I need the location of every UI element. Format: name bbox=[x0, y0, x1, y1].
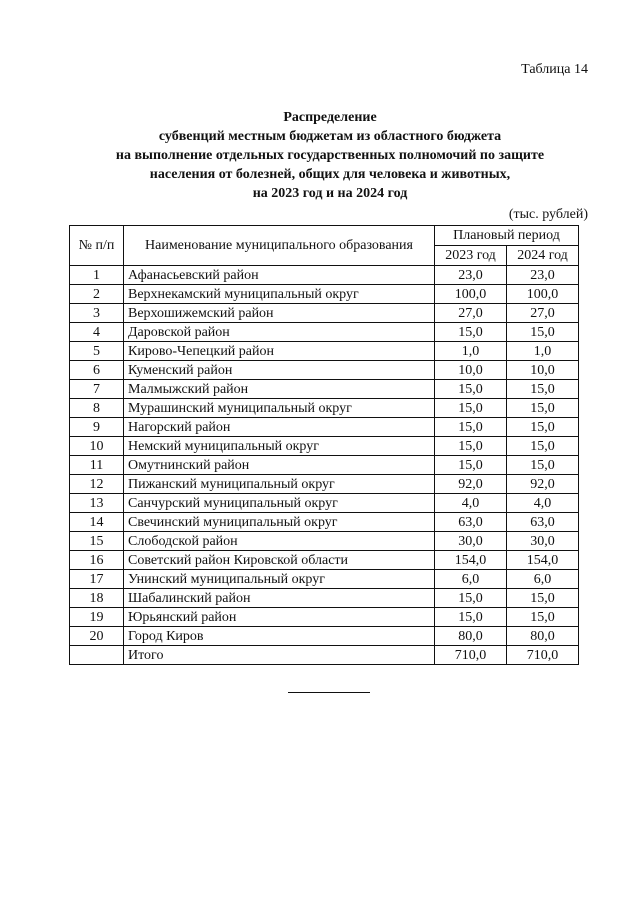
value-2023: 10,0 bbox=[435, 361, 507, 380]
row-number: 16 bbox=[70, 551, 124, 570]
row-number: 1 bbox=[70, 266, 124, 285]
municipality-name: Нагорский район bbox=[124, 418, 435, 437]
table-row bbox=[70, 361, 579, 380]
row-number: 11 bbox=[70, 456, 124, 475]
title-line-1: Распределение bbox=[283, 110, 377, 125]
municipality-name: Город Киров bbox=[124, 627, 435, 646]
table-row bbox=[70, 627, 579, 646]
value-2023: 15,0 bbox=[435, 437, 507, 456]
value-2023: 15,0 bbox=[435, 380, 507, 399]
value-2023: 92,0 bbox=[435, 475, 507, 494]
header-planning-period: Плановый период bbox=[435, 226, 579, 246]
value-2023: 100,0 bbox=[435, 285, 507, 304]
value-2024: 23,0 bbox=[507, 266, 579, 285]
municipality-name: Немский муниципальный округ bbox=[124, 437, 435, 456]
row-number: 18 bbox=[70, 589, 124, 608]
row-number: 3 bbox=[70, 304, 124, 323]
table-row bbox=[70, 285, 579, 304]
closing-rule bbox=[288, 692, 370, 693]
value-2024: 30,0 bbox=[507, 532, 579, 551]
table-row bbox=[70, 551, 579, 570]
table-row bbox=[70, 380, 579, 399]
value-2024: 15,0 bbox=[507, 608, 579, 627]
value-2023: 15,0 bbox=[435, 589, 507, 608]
value-2024: 10,0 bbox=[507, 361, 579, 380]
value-2024: 15,0 bbox=[507, 437, 579, 456]
title-line-3: на выполнение отдельных государственных полномочий по защите bbox=[115, 148, 545, 163]
value-2023: 1,0 bbox=[435, 342, 507, 361]
value-2023: 27,0 bbox=[435, 304, 507, 323]
table-row bbox=[70, 589, 579, 608]
value-2023: 30,0 bbox=[435, 532, 507, 551]
header-number: № п/п bbox=[70, 226, 124, 266]
value-2024: 100,0 bbox=[507, 285, 579, 304]
value-2023: 15,0 bbox=[435, 608, 507, 627]
row-number: 14 bbox=[70, 513, 124, 532]
value-2024: 1,0 bbox=[507, 342, 579, 361]
row-number: 13 bbox=[70, 494, 124, 513]
value-2024: 15,0 bbox=[507, 399, 579, 418]
municipality-name: Шабалинский район bbox=[124, 589, 435, 608]
municipality-name: Слободской район bbox=[124, 532, 435, 551]
table-row bbox=[70, 570, 579, 589]
title-line-2: субвенций местным бюджетам из областного бюджета bbox=[158, 129, 502, 144]
row-number: 9 bbox=[70, 418, 124, 437]
municipality-name: Унинский муниципальный округ bbox=[124, 570, 435, 589]
municipality-name: Пижанский муниципальный округ bbox=[124, 475, 435, 494]
value-2024: 27,0 bbox=[507, 304, 579, 323]
header-row-1 bbox=[70, 226, 579, 246]
value-2024: 15,0 bbox=[507, 380, 579, 399]
table-number: Таблица 14 bbox=[521, 62, 588, 77]
subventions-table bbox=[69, 225, 579, 665]
table-row bbox=[70, 456, 579, 475]
header-year-2023: 2023 год bbox=[435, 246, 507, 266]
value-2024: 710,0 bbox=[507, 646, 579, 665]
row-number: 19 bbox=[70, 608, 124, 627]
document-title bbox=[60, 108, 600, 203]
municipality-name: Верхошижемский район bbox=[124, 304, 435, 323]
municipality-name: Свечинский муниципальный округ bbox=[124, 513, 435, 532]
table-body bbox=[70, 266, 579, 665]
value-2024: 154,0 bbox=[507, 551, 579, 570]
row-number: 17 bbox=[70, 570, 124, 589]
value-2023: 6,0 bbox=[435, 570, 507, 589]
municipality-name: Омутнинский район bbox=[124, 456, 435, 475]
value-2023: 15,0 bbox=[435, 418, 507, 437]
row-number: 7 bbox=[70, 380, 124, 399]
table-row bbox=[70, 494, 579, 513]
header-year-2024: 2024 год bbox=[507, 246, 579, 266]
municipality-name: Советский район Кировской области bbox=[124, 551, 435, 570]
municipality-name: Мурашинский муниципальный округ bbox=[124, 399, 435, 418]
municipality-name: Итого bbox=[124, 646, 435, 665]
table-row bbox=[70, 437, 579, 456]
table-row bbox=[70, 399, 579, 418]
municipality-name: Юрьянский район bbox=[124, 608, 435, 627]
table-row bbox=[70, 266, 579, 285]
row-number: 2 bbox=[70, 285, 124, 304]
table-row bbox=[70, 608, 579, 627]
title-line-4: населения от болезней, общих для человека и животных, bbox=[149, 167, 511, 182]
value-2024: 15,0 bbox=[507, 418, 579, 437]
row-number bbox=[70, 646, 124, 665]
value-2024: 6,0 bbox=[507, 570, 579, 589]
total-row bbox=[70, 646, 579, 665]
value-2023: 23,0 bbox=[435, 266, 507, 285]
row-number: 8 bbox=[70, 399, 124, 418]
row-number: 10 bbox=[70, 437, 124, 456]
value-2023: 15,0 bbox=[435, 456, 507, 475]
value-2023: 80,0 bbox=[435, 627, 507, 646]
municipality-name: Куменский район bbox=[124, 361, 435, 380]
row-number: 5 bbox=[70, 342, 124, 361]
municipality-name: Санчурский муниципальный округ bbox=[124, 494, 435, 513]
value-2023: 63,0 bbox=[435, 513, 507, 532]
value-2023: 4,0 bbox=[435, 494, 507, 513]
value-2023: 710,0 bbox=[435, 646, 507, 665]
table-row bbox=[70, 513, 579, 532]
row-number: 15 bbox=[70, 532, 124, 551]
value-2024: 15,0 bbox=[507, 456, 579, 475]
municipality-name: Афанасьевский район bbox=[124, 266, 435, 285]
table-row bbox=[70, 304, 579, 323]
value-2024: 92,0 bbox=[507, 475, 579, 494]
units-label: (тыс. рублей) bbox=[508, 207, 588, 222]
value-2024: 15,0 bbox=[507, 323, 579, 342]
value-2023: 15,0 bbox=[435, 399, 507, 418]
table-row bbox=[70, 323, 579, 342]
value-2023: 15,0 bbox=[435, 323, 507, 342]
municipality-name: Верхнекамский муниципальный округ bbox=[124, 285, 435, 304]
value-2024: 15,0 bbox=[507, 589, 579, 608]
municipality-name: Кирово-Чепецкий район bbox=[124, 342, 435, 361]
title-line-5: на 2023 год и на 2024 год bbox=[252, 186, 408, 201]
municipality-name: Малмыжский район bbox=[124, 380, 435, 399]
row-number: 6 bbox=[70, 361, 124, 380]
value-2024: 80,0 bbox=[507, 627, 579, 646]
value-2023: 154,0 bbox=[435, 551, 507, 570]
municipality-name: Даровской район bbox=[124, 323, 435, 342]
row-number: 4 bbox=[70, 323, 124, 342]
table-row bbox=[70, 342, 579, 361]
value-2024: 63,0 bbox=[507, 513, 579, 532]
row-number: 12 bbox=[70, 475, 124, 494]
header-municipality: Наименование муниципального образования bbox=[124, 226, 435, 266]
table-row bbox=[70, 418, 579, 437]
value-2024: 4,0 bbox=[507, 494, 579, 513]
row-number: 20 bbox=[70, 627, 124, 646]
table-row bbox=[70, 475, 579, 494]
table-row bbox=[70, 532, 579, 551]
